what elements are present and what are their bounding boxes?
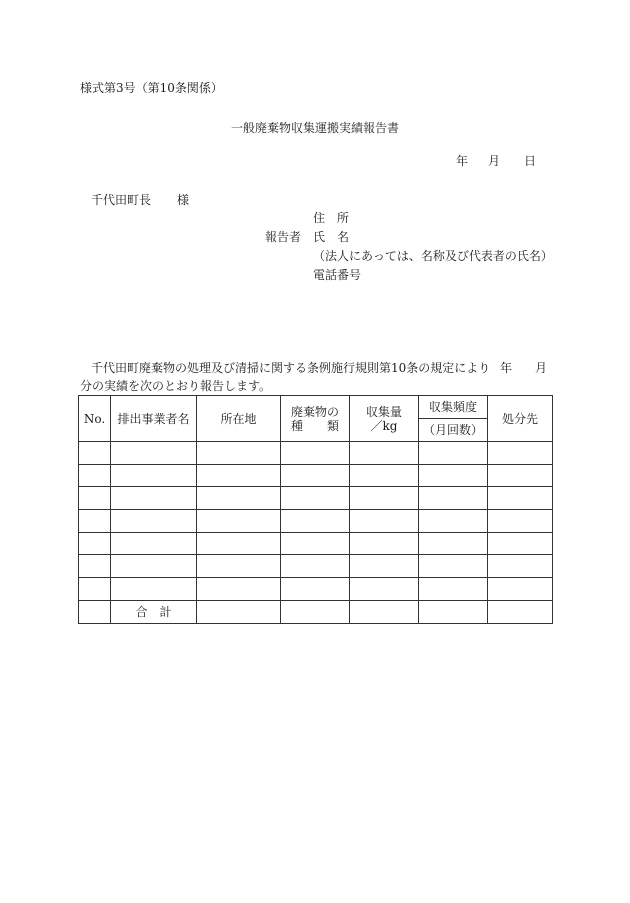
table-cell[interactable] — [350, 600, 419, 623]
col-header-amount-line1: 収集量 — [365, 404, 402, 419]
total-label: 合 計 — [111, 600, 197, 623]
table-cell[interactable] — [111, 532, 197, 555]
col-header-no: No. — [79, 396, 111, 442]
table-row — [79, 487, 553, 510]
table-cell[interactable] — [488, 487, 553, 510]
table-cell[interactable] — [419, 510, 488, 533]
table-row — [79, 442, 553, 465]
addressee-honorific: 様 — [177, 193, 190, 207]
table-cell[interactable] — [79, 464, 111, 487]
table-cell[interactable] — [419, 600, 488, 623]
table-cell[interactable] — [197, 555, 281, 578]
table-cell[interactable] — [197, 442, 281, 465]
table-cell[interactable] — [111, 464, 197, 487]
addressee-name: 千代田町長 — [91, 193, 152, 207]
table-cell[interactable] — [111, 510, 197, 533]
table-cell[interactable] — [419, 532, 488, 555]
date-year-label: 年 — [456, 154, 469, 168]
table-cell[interactable] — [281, 532, 350, 555]
table-cell[interactable] — [350, 555, 419, 578]
addressee — [91, 192, 189, 208]
col-header-frequency: 収集頻度 — [419, 396, 488, 419]
table-cell[interactable] — [197, 578, 281, 601]
table-cell[interactable] — [488, 510, 553, 533]
table-cell[interactable] — [419, 442, 488, 465]
table-cell[interactable] — [79, 578, 111, 601]
date-day-label: 日 — [524, 154, 537, 168]
table-cell[interactable] — [79, 555, 111, 578]
table-cell[interactable] — [488, 442, 553, 465]
report-table — [78, 395, 553, 624]
body-text-line2: 分の実績を次のとおり報告します。 — [80, 379, 272, 393]
col-header-amount-line2: ／kg — [370, 418, 398, 433]
col-header-waste-type-line1: 廃棄物の — [290, 404, 339, 419]
table-cell[interactable] — [350, 532, 419, 555]
table-cell[interactable] — [197, 510, 281, 533]
table-cell[interactable] — [79, 487, 111, 510]
table-cell[interactable] — [111, 578, 197, 601]
form-number: 様式第3号（第10条関係） — [80, 81, 223, 95]
table-cell[interactable] — [281, 555, 350, 578]
table-cell[interactable] — [111, 555, 197, 578]
table-row — [79, 555, 553, 578]
reporter-address-label: 住 所 — [313, 211, 350, 225]
table-cell[interactable] — [281, 487, 350, 510]
table-cell[interactable] — [281, 464, 350, 487]
table-cell[interactable] — [281, 510, 350, 533]
reporter-corporate-note: （法人にあっては、名称及び代表者の氏名） — [313, 249, 553, 263]
col-header-business: 排出事業者名 — [111, 396, 197, 442]
table-cell[interactable] — [79, 510, 111, 533]
table-cell[interactable] — [197, 600, 281, 623]
table-cell[interactable] — [281, 578, 350, 601]
table-cell[interactable] — [488, 555, 553, 578]
table-cell[interactable] — [350, 464, 419, 487]
table-row — [79, 532, 553, 555]
table-cell[interactable] — [350, 442, 419, 465]
table-cell[interactable] — [488, 464, 553, 487]
table-cell[interactable] — [79, 600, 111, 623]
table-cell[interactable] — [197, 487, 281, 510]
col-header-location: 所在地 — [197, 396, 281, 442]
body-year-label: 年 — [500, 361, 513, 375]
table-cell[interactable] — [111, 442, 197, 465]
date-month-label: 月 — [488, 154, 501, 168]
table-cell[interactable] — [488, 578, 553, 601]
table-cell[interactable] — [79, 442, 111, 465]
table-row — [79, 578, 553, 601]
table-cell[interactable] — [419, 578, 488, 601]
reporter-name-label: 氏 名 — [313, 230, 350, 244]
table-cell[interactable] — [281, 442, 350, 465]
col-header-waste-type-line2: 種 類 — [290, 418, 339, 433]
table-row — [79, 464, 553, 487]
col-header-amount — [350, 396, 419, 442]
reporter-phone-label: 電話番号 — [313, 268, 362, 282]
col-header-waste-type — [281, 396, 350, 442]
col-header-frequency-sub: （月回数） — [419, 419, 488, 442]
table-cell[interactable] — [419, 487, 488, 510]
table-cell[interactable] — [79, 532, 111, 555]
body-text-line1: 千代田町廃棄物の処理及び清掃に関する条例施行規則第10条の規定により — [91, 361, 491, 375]
table-cell[interactable] — [197, 464, 281, 487]
table-cell[interactable] — [350, 578, 419, 601]
col-header-disposal: 処分先 — [488, 396, 553, 442]
table-cell[interactable] — [419, 464, 488, 487]
table-row — [79, 510, 553, 533]
body-month-label: 月 — [535, 361, 548, 375]
table-cell[interactable] — [197, 532, 281, 555]
table-cell[interactable] — [111, 487, 197, 510]
table-cell[interactable] — [350, 510, 419, 533]
table-cell[interactable] — [350, 487, 419, 510]
reporter-label: 報告者 — [265, 230, 302, 244]
table-cell[interactable] — [281, 600, 350, 623]
table-cell[interactable] — [488, 600, 553, 623]
document-title: 一般廃棄物収集運搬実績報告書 — [230, 121, 399, 135]
table-cell[interactable] — [419, 555, 488, 578]
table-cell[interactable] — [488, 532, 553, 555]
total-row — [79, 600, 553, 623]
